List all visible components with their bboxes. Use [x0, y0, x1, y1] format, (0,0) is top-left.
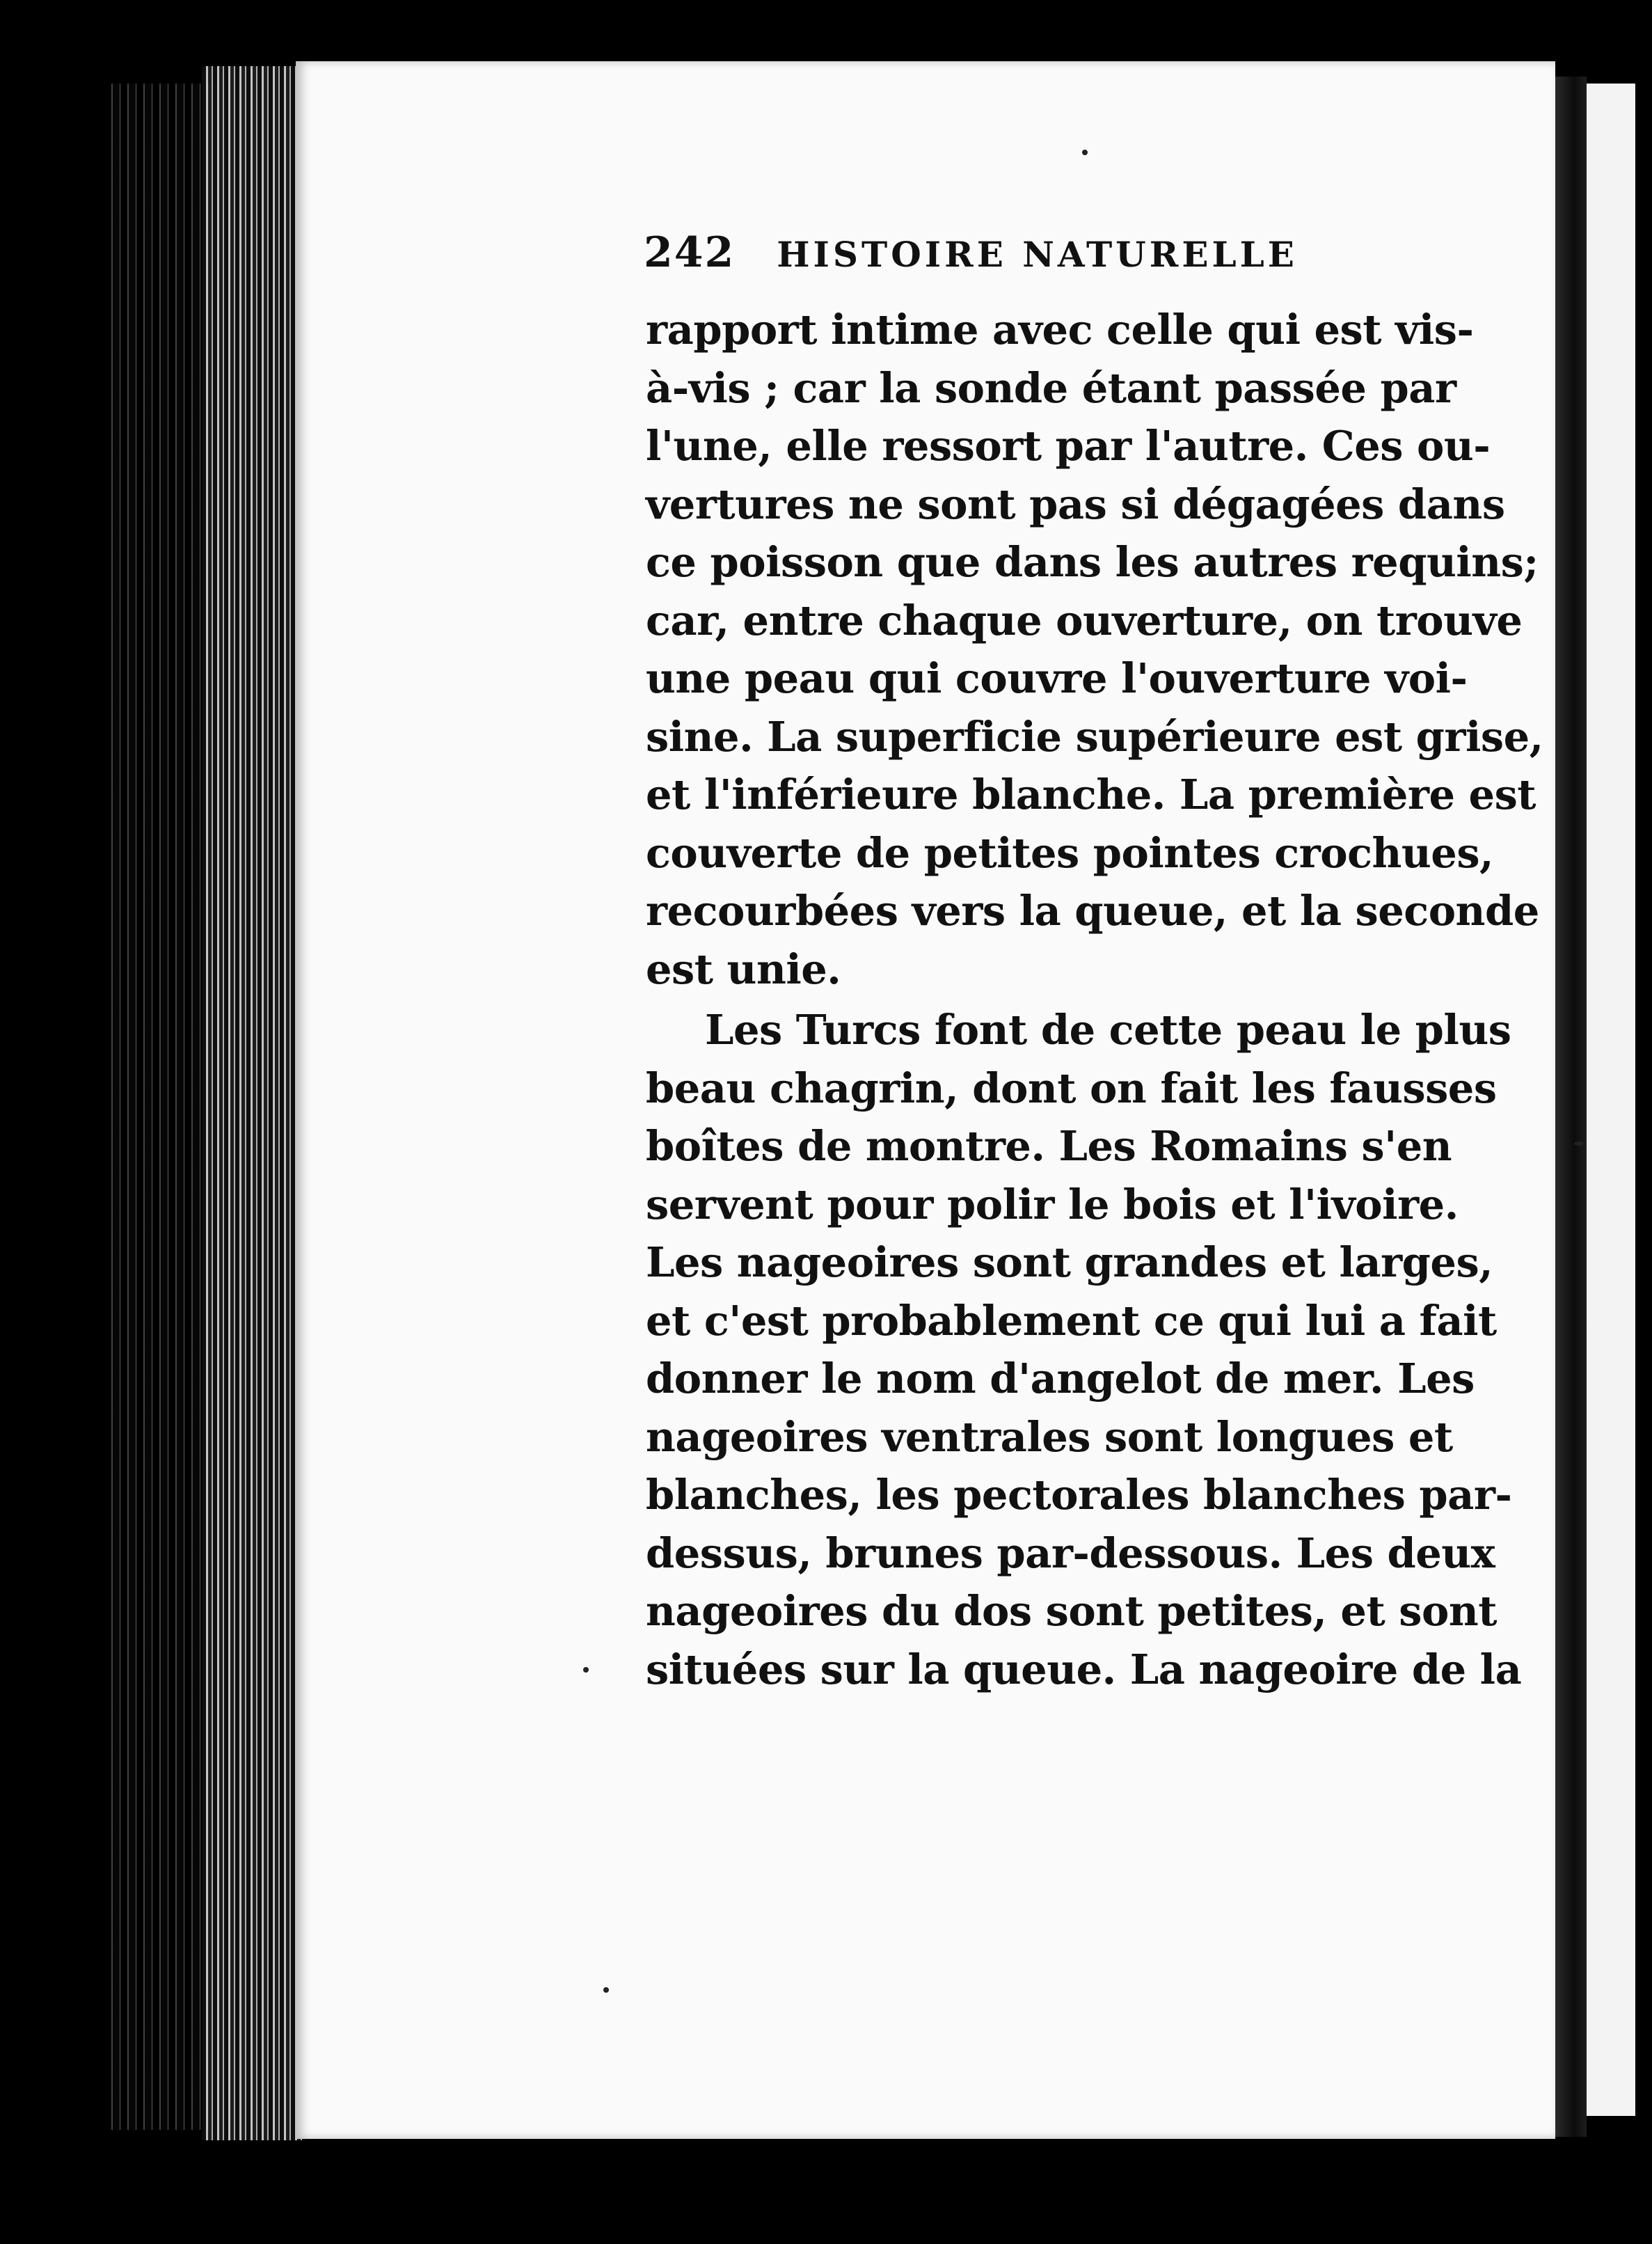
ink-speck [603, 1987, 609, 1993]
text-line: une peau qui couvre l'ouverture voi- [646, 654, 1468, 702]
text-line: donner le nom d'angelot de mer. Les [646, 1354, 1475, 1402]
ink-speck [583, 1667, 589, 1673]
page-header [644, 228, 1423, 291]
text-line: recourbées vers la queue, et la seconde [646, 887, 1539, 935]
text-line: nageoires ventrales sont longues et [646, 1412, 1453, 1461]
text-line: ce poisson que dans les autres requins; [646, 538, 1539, 586]
text-line: boîtes de montre. Les Romains s'en [646, 1122, 1452, 1170]
ink-speck [1082, 150, 1088, 155]
text-line: blanches, les pectorales blanches par- [646, 1471, 1512, 1519]
text-line: Les nageoires sont grandes et larges, [646, 1238, 1493, 1286]
paragraph-end-line: est unie. [646, 945, 841, 993]
page-number: 242 [644, 228, 736, 277]
text-line: et l'inférieure blanche. La première est [646, 771, 1536, 819]
paragraph-first-line: Les Turcs font de cette peau le plus [705, 1006, 1511, 1054]
text-line: l'une, elle ressort par l'autre. Ces ou- [646, 422, 1491, 470]
text-line: servent pour polir le bois et l'ivoire. [646, 1180, 1459, 1228]
book-block-edges [202, 66, 306, 2140]
text-line: beau chagrin, dont on fait les fausses [646, 1064, 1497, 1112]
text-line: nageoires du dos sont petites, et sont [646, 1587, 1497, 1635]
text-line: rapport intime avec celle qui est vis- [646, 306, 1474, 354]
ink-speck [1574, 1141, 1584, 1146]
text-line: et c'est probablement ce qui lui a fait [646, 1296, 1497, 1345]
text-line: vertures ne sont pas si dégagées dans [646, 480, 1505, 528]
running-title: HISTOIRE NATURELLE [777, 234, 1298, 275]
text-line: sine. La superficie supérieure est grise, [646, 712, 1543, 761]
facing-page-edge [1587, 84, 1635, 2116]
body-text [646, 301, 1543, 1698]
text-line: situées sur la queue. La nageoire de la [646, 1645, 1522, 1693]
text-line: car, entre chaque ouverture, on trouve [646, 596, 1523, 645]
text-line: à-vis ; car la sonde étant passée par [646, 363, 1456, 412]
text-line: dessus, brunes par-dessous. Les deux [646, 1528, 1495, 1577]
text-line: couverte de petites pointes crochues, [646, 828, 1494, 877]
book-gutter [1555, 77, 1587, 2137]
book-block-edges-outer [104, 84, 209, 2130]
